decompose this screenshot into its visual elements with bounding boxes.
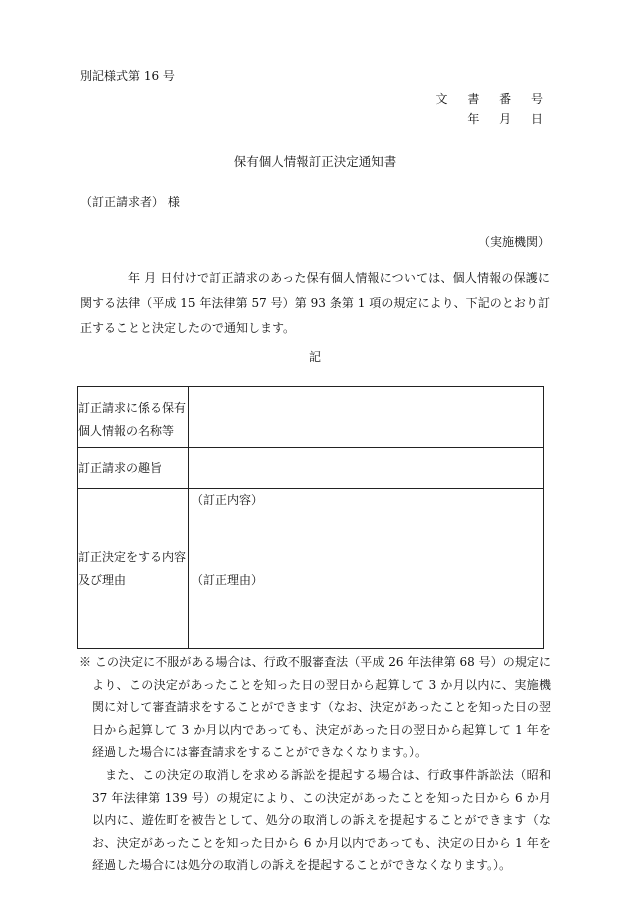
table-row — [78, 448, 544, 489]
body-paragraph: 年 月 日付けで訂正請求のあった保有個人情報については、個人情報の保護に関する法律（平成 15 年法律第 57 号）第 93 条第 1 項の規定により、下記のとおり訂正することと決定したので通知します。 — [80, 271, 550, 335]
row-value-info-name — [189, 387, 544, 448]
row-label-request-purpose: 訂正請求の趣旨 — [78, 448, 189, 489]
document-title: 保有個人情報訂正決定通知書 — [233, 154, 397, 169]
agency-line: （実施機関） — [477, 235, 550, 249]
row-value-request-purpose — [189, 448, 544, 489]
row-label-decision-content: 訂正決定をする内容及び理由 — [78, 489, 189, 649]
document-number-label: 文 書 番 号 — [435, 92, 551, 106]
form-number: 別記様式第 16 号 — [80, 69, 175, 83]
ki-heading: 記 — [308, 350, 321, 364]
correction-content-label: （訂正内容） — [191, 493, 264, 507]
notes-section — [79, 651, 551, 877]
table-row — [78, 489, 544, 649]
correction-reason-label: （訂正理由） — [191, 573, 264, 587]
addressee-line: （訂正請求者） 様 — [80, 195, 180, 209]
decision-table — [77, 386, 544, 649]
note-paragraph-appeal: ※ この決定に不服がある場合は、行政不服審査法（平成 26 年法律第 68 号）の規定により、この決定があったことを知った日の翌日から起算して 3 か月以内に、実施機関に対して審査請求をすることができます（なお、決定があったことを知った日の翌日から起算して 3 か月以内であっても、決定があった日の翌日から起算して 1 年を経過した場合には審査請求をすることができなくなります。）。 — [79, 655, 551, 760]
row-label-info-name: 訂正請求に係る保有個人情報の名称等 — [78, 387, 189, 448]
note-paragraph-lawsuit: また、この決定の取消しを求める訴訟を提起する場合は、行政事件訴訟法（昭和 37 年法律第 139 号）の規定により、この決定があったことを知った日から 6 か月以内に、遊佐町を被告として、処分の取消しの訴えを提起することができます（なお、決定があったことを知った日から 6 か月以内であっても、決定の日から 1 年を経過した場合には処分の取消しの訴えを提起することができなくなります。）。 — [92, 767, 551, 873]
date-label: 年 月 日 — [467, 112, 551, 126]
row-value-decision-content — [189, 489, 544, 649]
table-row — [78, 387, 544, 448]
